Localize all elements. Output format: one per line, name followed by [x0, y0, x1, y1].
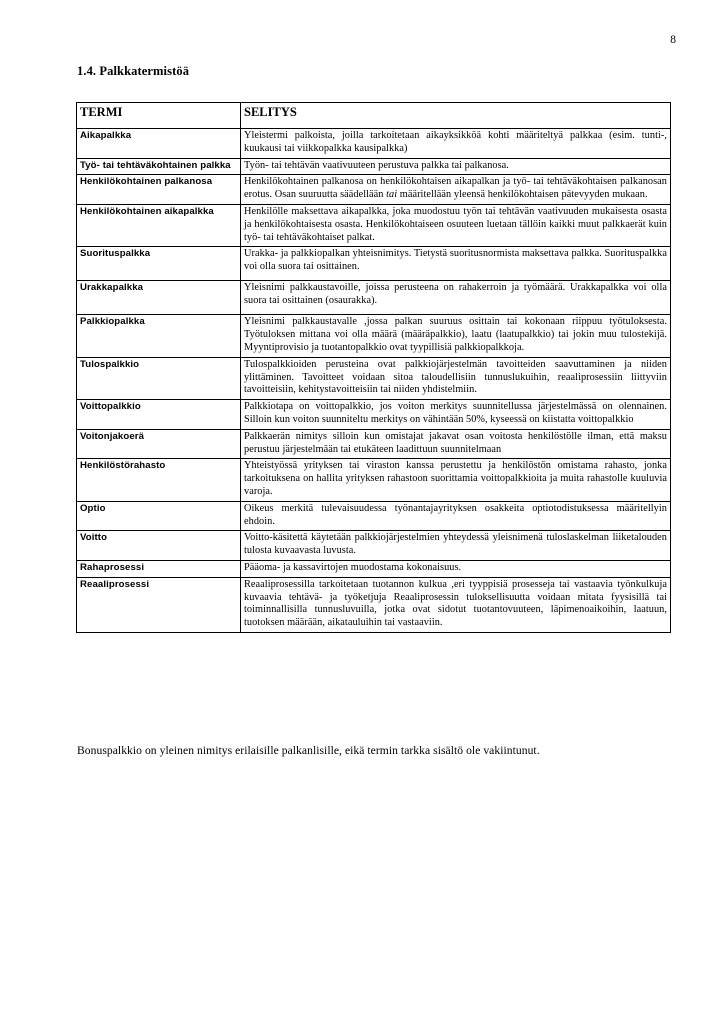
term-cell: Henkilöstörahasto [77, 459, 241, 501]
table-row [77, 459, 671, 501]
table-row [77, 315, 671, 357]
section-heading: 1.4. Palkkatermistöä [77, 64, 190, 78]
term-cell: Henkilökohtainen palkanosa [77, 175, 241, 205]
page-number: 8 [670, 34, 676, 46]
table-row [77, 560, 671, 577]
term-cell: Urakkapalkka [77, 281, 241, 315]
table-row [77, 129, 671, 159]
description-text: Henkilökohtainen palkanosa on henkilökohtaisen aikapalkan ja työ- tai tehtäväkohtaisen palkanosan erotus. Osan suuruutta säädellään [244, 176, 667, 201]
term-cell: Voittopalkkio [77, 400, 241, 430]
description-cell: Yhteistyössä yrityksen tai viraston kanssa perustettu ja henkilöstön omistama rahasto, jonka tarkoituksena on hallita yrityksen rahastoon suorittamia voittopalkkioita ja muita rahastolle kuuluvia varoja. [241, 459, 671, 501]
description-cell: Oikeus merkitä tulevaisuudessa työnantajayrityksen osakkeita optiotodistuksessa määritellyin ehdoin. [241, 501, 671, 531]
table-row [77, 247, 671, 281]
table-row [77, 204, 671, 246]
footnote-text: Bonuspalkkio on yleinen nimitys erilaisille palkanlisille, eikä termin tarkka sisältö ole vakiintunut. [77, 744, 540, 757]
table-row [77, 531, 671, 561]
description-cell: Yleisnimi palkkaustavalle ,jossa palkan suuruus osittain tai kokonaan riippuu työtuloksesta. Työtuloksen mittana voi olla määrä (määräpalkkio), laatu (laatupalkkio) tai jokin muu tulostekijä. Myyntiprovisio ja tuotantopalkkio ovat tyypillisiä palkkiopalkkoja. [241, 315, 671, 357]
description-cell: Työn- tai tehtävän vaativuuteen perustuva palkka tai palkanosa. [241, 158, 671, 175]
description-emphasis: tai [386, 189, 398, 201]
description-cell: Palkkiotapa on voittopalkkio, jos voiton merkitys suunnitellussa järjestelmässä on olennainen. Silloin kun voiton suunniteltu merkitys on vähintään 50%, kyseessä on kiistatta voittopalkkio [241, 400, 671, 430]
column-header-description: SELITYS [241, 103, 671, 129]
column-header-term: TERMI [77, 103, 241, 129]
term-cell: Henkilökohtainen aikapalkka [77, 204, 241, 246]
table-row [77, 175, 671, 205]
term-cell: Reaaliprosessi [77, 577, 241, 632]
term-cell: Aikapalkka [77, 129, 241, 159]
terms-table [76, 102, 671, 633]
description-cell: Henkilölle maksettava aikapalkka, joka muodostuu työn tai tehtävän vaativuuden mukaisesta osasta ja henkilökohtaisesta osasta. Henkilökohtaiseen osuuteen luetaan tällöin kaikki muut palkkaerät kuin työ- tai tehtäväkohtaiset palkat. [241, 204, 671, 246]
table-header-row [77, 103, 671, 129]
term-cell: Voitto [77, 531, 241, 561]
table-row [77, 577, 671, 632]
term-cell: Työ- tai tehtäväkohtainen palkka [77, 158, 241, 175]
term-cell: Suorituspalkka [77, 247, 241, 281]
description-cell: Voitto-käsitettä käytetään palkkiojärjestelmien yhteydessä yleisnimenä tuloslaskelman liiketalouden tulosta kuvaavasta luvusta. [241, 531, 671, 561]
description-cell: Urakka- ja palkkiopalkan yhteisnimitys. Tietystä suoritusnormista maksettava palkka. Suorituspalkka voi olla suora tai osittainen. [241, 247, 671, 281]
description-cell: Yleistermi palkoista, joilla tarkoitetaan aikayksikköä kohti määriteltyä palkkaa (esim. tunti-, kuukausi tai viikkopalkka kausipalkka) [241, 129, 671, 159]
description-cell: Palkkaerän nimitys silloin kun omistajat jakavat osan voitosta henkilöstölle ilman, että maksu perustuu järjestelmään tai etukäteen laadittuun suunnitelmaan [241, 429, 671, 459]
term-cell: Voitonjakoerä [77, 429, 241, 459]
table-row [77, 501, 671, 531]
term-cell: Tulospalkkio [77, 357, 241, 399]
description-cell: Reaaliprosessilla tarkoitetaan tuotannon kulkua ,eri tyyppisiä prosesseja tai vastaavia työnkulkuja kuvaavia tehtävä- ja työketjuja Reaaliprosessin tuloksellisuutta voidaan mitata fyysisillä tai toiminnallisilla tunnusluvuilla, jotka ovat sidotut tuotantovuuteen, läpimenoaikoihin, laatuun, tuotoksen määrään, aikatauluihin tai vastaaviin. [241, 577, 671, 632]
table-row [77, 429, 671, 459]
description-cell: Pääoma- ja kassavirtojen muodostama kokonaisuus. [241, 560, 671, 577]
description-text: määritellään yleensä henkilökohtaisen pätevyyden mukaan. [397, 189, 648, 201]
term-cell: Optio [77, 501, 241, 531]
description-cell: Yleisnimi palkkaustavoille, joissa perusteena on rahakerroin ja työmäärä. Urakkapalkka voi olla suora tai osittainen (osaurakka). [241, 281, 671, 315]
term-cell: Rahaprosessi [77, 560, 241, 577]
table-row [77, 400, 671, 430]
table-row [77, 357, 671, 399]
description-cell: Tulospalkkioiden perusteina ovat palkkiojärjestelmän tavoitteiden saavuttaminen ja niiden ylittäminen. Tavoitteet voidaan sitoa taloudellisiin tunnuslukuihin, reaaliprosessiin liittyviin tavoitteisiin, kehitystavoitteisiin tai niiden yhdistelmiin. [241, 357, 671, 399]
description-cell [241, 175, 671, 205]
table-row [77, 158, 671, 175]
table-row [77, 281, 671, 315]
term-cell: Palkkiopalkka [77, 315, 241, 357]
